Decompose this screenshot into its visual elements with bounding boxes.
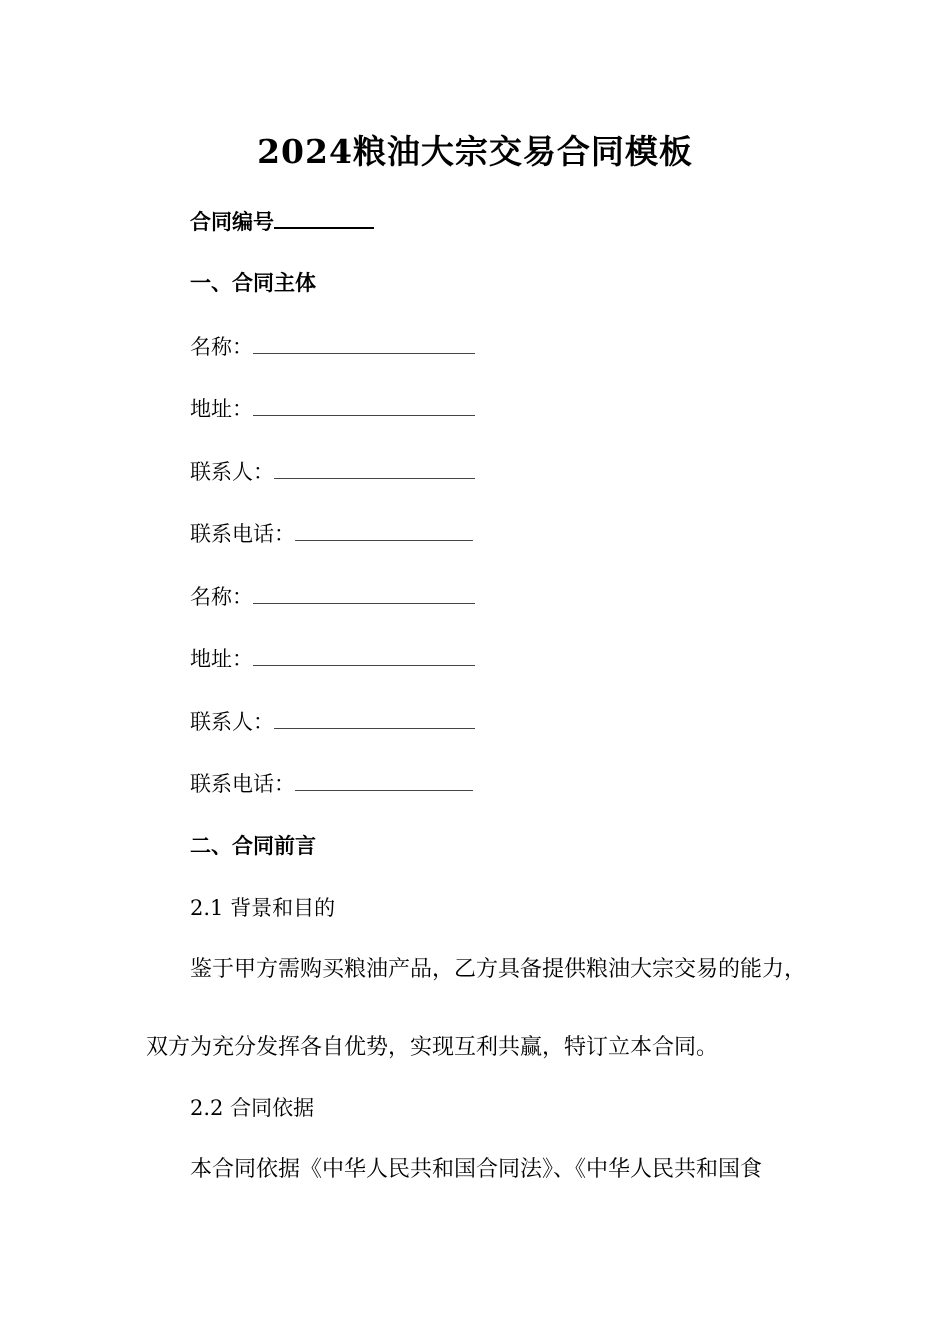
party-a-name-blank[interactable]	[253, 331, 475, 354]
paragraph-2-1-line2: 双方为充分发挥各自优势，实现互利共赢，特订立本合同。	[146, 1035, 719, 1060]
party-b-phone-field	[190, 768, 473, 799]
paragraph-2-2-line1: 本合同依据《中华人民共和国合同法》、《中华人民共和国食	[190, 1157, 763, 1182]
party-a-contact-blank[interactable]	[274, 456, 475, 479]
party-a-address-blank[interactable]	[253, 393, 475, 416]
party-a-phone-label: 联系电话：	[190, 522, 295, 546]
party-a-name-label: 名称：	[190, 335, 253, 359]
party-b-contact-field	[190, 706, 475, 737]
document-title: 2024粮油大宗交易合同模板	[257, 132, 693, 171]
party-a-address-field	[190, 393, 475, 424]
subsection-2-2-heading: 2.2 合同依据	[190, 1096, 315, 1120]
party-b-contact-blank[interactable]	[274, 706, 475, 729]
section2-heading: 二、合同前言	[190, 833, 316, 858]
party-b-name-label: 名称：	[190, 585, 253, 609]
contract-number-label: 合同编号	[190, 209, 274, 234]
party-b-name-blank[interactable]	[253, 581, 475, 604]
contract-number-blank[interactable]	[274, 205, 374, 229]
party-a-phone-field	[190, 518, 473, 549]
party-a-contact-label: 联系人：	[190, 460, 274, 484]
paragraph-2-1-line1: 鉴于甲方需购买粮油产品，乙方具备提供粮油大宗交易的能力，	[190, 957, 807, 982]
subsection-2-1-heading: 2.1 背景和目的	[190, 896, 336, 920]
party-b-address-label: 地址：	[190, 647, 253, 671]
party-b-address-field	[190, 643, 475, 674]
party-b-phone-label: 联系电话：	[190, 772, 295, 796]
party-a-contact-field	[190, 456, 475, 487]
party-b-contact-label: 联系人：	[190, 710, 274, 734]
party-a-phone-blank[interactable]	[295, 518, 473, 541]
party-b-phone-blank[interactable]	[295, 768, 473, 791]
party-a-name-field	[190, 331, 475, 362]
party-b-address-blank[interactable]	[253, 643, 475, 666]
party-a-address-label: 地址：	[190, 397, 253, 421]
section1-heading: 一、合同主体	[190, 270, 316, 295]
contract-number-line	[190, 205, 374, 237]
party-b-name-field	[190, 581, 475, 612]
